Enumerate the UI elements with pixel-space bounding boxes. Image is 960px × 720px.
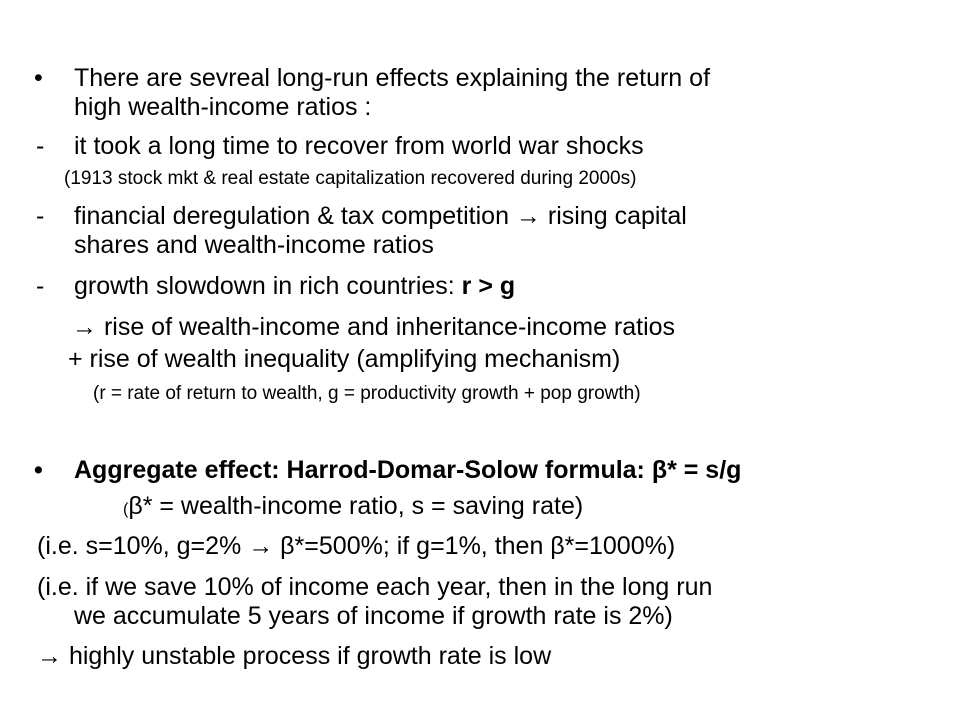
plus-line: + rise of wealth inequality (amplifying mechanism) xyxy=(68,345,621,373)
bullet2-note: β* = wealth-income ratio, s = saving rate) xyxy=(128,492,584,520)
arrow-line: → rise of wealth-income and inheritance-income ratios xyxy=(72,313,676,341)
r-greater-g: r > g xyxy=(461,272,516,300)
bullet2-note-paren: ( xyxy=(123,501,129,518)
bullet2-note-line xyxy=(123,491,583,525)
bullet2-text: Aggregate effect: Harrod-Domar-Solow formula: β* = s/g xyxy=(74,456,742,484)
dash-marker: - xyxy=(36,272,45,300)
dash1-note: (1913 stock mkt & real estate capitalization recovered during 2000s) xyxy=(64,168,637,189)
bullet1-line1: There are sevreal long-run effects explaining the return of xyxy=(74,64,711,92)
example2-line1: (i.e. if we save 10% of income each year, then in the long run xyxy=(37,573,713,601)
dash-marker: - xyxy=(36,202,45,230)
dash-marker: - xyxy=(36,132,45,160)
definitions-note: (r = rate of return to wealth, g = productivity growth + pop growth) xyxy=(93,383,641,404)
conclusion: → highly unstable process if growth rate is low xyxy=(37,642,552,670)
dash3-text: growth slowdown in rich countries: xyxy=(74,272,462,300)
dash3-line xyxy=(74,271,515,301)
dash2-line1: financial deregulation & tax competition → rising capital xyxy=(74,202,687,230)
bullet1-line2: high wealth-income ratios : xyxy=(74,93,372,121)
example2-line2: we accumulate 5 years of income if growth rate is 2%) xyxy=(74,602,673,630)
example1: (i.e. s=10%, g=2% → β*=500%; if g=1%, then β*=1000%) xyxy=(37,532,676,560)
dash1-text: it took a long time to recover from world war shocks xyxy=(74,132,644,160)
bullet-marker: • xyxy=(34,64,43,92)
bullet-marker: • xyxy=(34,456,43,484)
dash2-line2: shares and wealth-income ratios xyxy=(74,231,434,259)
